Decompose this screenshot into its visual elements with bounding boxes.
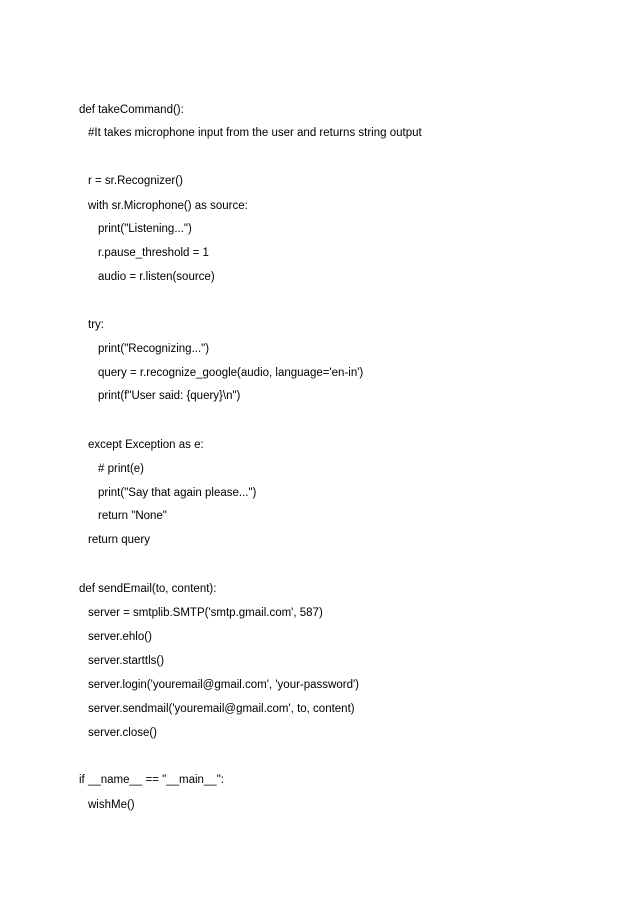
code-line: server.sendmail('youremail@gmail.com', to, content) xyxy=(88,703,355,715)
code-line: return "None" xyxy=(98,510,167,522)
code-line: audio = r.listen(source) xyxy=(98,271,215,283)
code-line: # print(e) xyxy=(98,463,145,475)
code-line: server.ehlo() xyxy=(88,631,152,643)
code-line: server.starttls() xyxy=(88,655,165,667)
code-line: wishMe() xyxy=(88,799,135,811)
code-line: print(f"User said: {query}\n") xyxy=(98,390,241,402)
code-line: return query xyxy=(88,534,151,546)
code-line: def takeCommand(): xyxy=(79,104,184,116)
code-line: print("Recognizing...") xyxy=(98,343,210,355)
code-line: try: xyxy=(88,319,104,331)
code-line: print("Listening...") xyxy=(98,223,192,235)
code-line: r = sr.Recognizer() xyxy=(88,175,183,187)
code-line: #It takes microphone input from the user and returns string output xyxy=(88,127,422,139)
code-line: server = smtplib.SMTP('smtp.gmail.com', 587) xyxy=(88,607,323,619)
code-line: server.close() xyxy=(88,727,158,739)
code-line: r.pause_threshold = 1 xyxy=(98,247,209,259)
code-line: server.login('youremail@gmail.com', 'your-password') xyxy=(88,679,359,691)
code-line: with sr.Microphone() as source: xyxy=(88,200,248,212)
code-line: if __name__ == "__main__": xyxy=(79,774,224,786)
code-line: print("Say that again please...") xyxy=(98,487,257,499)
code-line: except Exception as e: xyxy=(88,439,204,451)
code-line: query = r.recognize_google(audio, language='en-in') xyxy=(98,367,364,379)
code-line: def sendEmail(to, content): xyxy=(79,583,217,595)
